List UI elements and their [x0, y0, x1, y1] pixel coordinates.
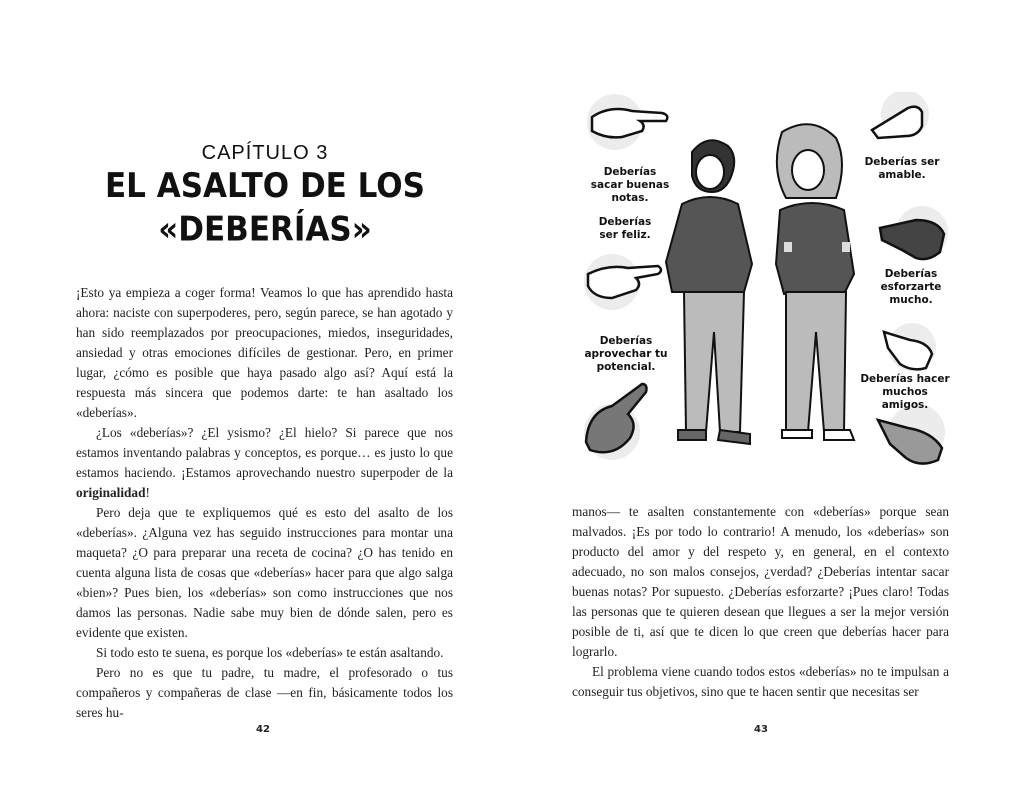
- should-bubble: Deberías sacar buenas notas.: [590, 166, 670, 204]
- paragraph: Pero deja que te expliquemos qué es esto del asalto de los «deberías». ¿Alguna vez has seguido instrucciones para montar una maqueta? ¿O para preparar una receta de cocina? ¿O has tenido en cuenta alguna lista de cosas que «deberías» hacer para que algo salga «bien»? Pues bien, los «deberías» son como instrucciones que nos damos las personas. Nadie sabe muy bien de dónde salen, pero es evidente que existen.: [76, 505, 453, 640]
- paragraph: manos— te asalten constantemente con «deberías» porque sean malvados. ¡Es por todo lo contrario! A menudo, los «deberías» son producto del amor y del respeto y, en general, en el contexto adecuado, no son malos consejos, ¿verdad? ¿Deberías intentar sacar buenas notas? Por supuesto. ¿Deberías esforzarte? ¡Pues claro! Todas las personas que te quieren desean que llegues a ser la mejor versión posible de ti, así que te dicen lo que creen que deberías hacer para lograrlo.: [572, 504, 949, 659]
- paragraph-text: !: [145, 485, 150, 500]
- pointing-hand-icon: [878, 404, 945, 464]
- paragraph-text: ¿Los «deberías»? ¿El ysismo? ¿El hielo? Si parece que nos estamos inventando palabras y conceptos, es porque… es justo lo que estamos haciendo. ¡Estamos aprovechando nuestro superpoder de la: [76, 425, 453, 480]
- pointing-hand-icon: [880, 206, 948, 259]
- paragraph: Pero no es que tu padre, tu madre, el profesorado o tus compañeros y compañeras de clase —en fin, básicamente todos los seres hu-: [76, 665, 453, 720]
- page-number: 42: [256, 724, 270, 735]
- chapter-title: [75, 165, 455, 251]
- pointing-hand-icon: [587, 94, 667, 150]
- paragraph: ¡Esto ya empieza a coger forma! Veamos lo que has aprendido hasta ahora: naciste con superpoderes, pero, según parece, se han agotado y han sido reemplazados por preocupaciones, miedos, inseguridades, ansiedad y otras emociones difíciles de gestionar. Pero, en primer lugar, ¿cómo es posible que haya pasado algo así? Aquí está la respuesta más sincera que podemos darte: te han asaltado los «deberías».: [76, 285, 453, 420]
- girl-figure: [776, 124, 854, 440]
- pointing-hand-icon: [884, 323, 936, 371]
- should-bubble: Deberías hacer muchos amigos.: [860, 373, 950, 411]
- should-bubble: Deberías esforzarte mucho.: [880, 268, 942, 306]
- left-body-text: [76, 283, 453, 723]
- paragraph: [76, 423, 453, 503]
- should-bubble: Deberías ser feliz.: [598, 216, 652, 241]
- chapter-label: CAPÍTULO 3: [201, 142, 329, 164]
- pointing-hand-icon: [872, 92, 929, 138]
- pointing-hand-icon: [584, 254, 661, 310]
- bold-term: originalidad: [76, 485, 146, 500]
- illustration: [572, 92, 952, 467]
- should-bubble: Deberías aprovechar tu potencial.: [584, 335, 668, 373]
- boy-figure: [666, 140, 752, 444]
- chapter-title-line1: EL ASALTO DE LOS: [105, 166, 425, 206]
- paragraph: Si todo esto te suena, es porque los «deberías» te están asaltando.: [96, 645, 444, 660]
- right-body-text: [572, 502, 949, 702]
- pointing-hand-icon: [584, 384, 647, 460]
- paragraph: El problema viene cuando todos estos «deberías» no te impulsan a conseguir tus objetivos, sino que te hacen sentir que necesitas ser: [572, 664, 949, 699]
- page-number: 43: [754, 724, 768, 735]
- should-bubble: Deberías ser amable.: [864, 156, 940, 181]
- right-page: [512, 0, 1024, 793]
- chapter-title-line2: «DEBERÍAS»: [158, 210, 372, 250]
